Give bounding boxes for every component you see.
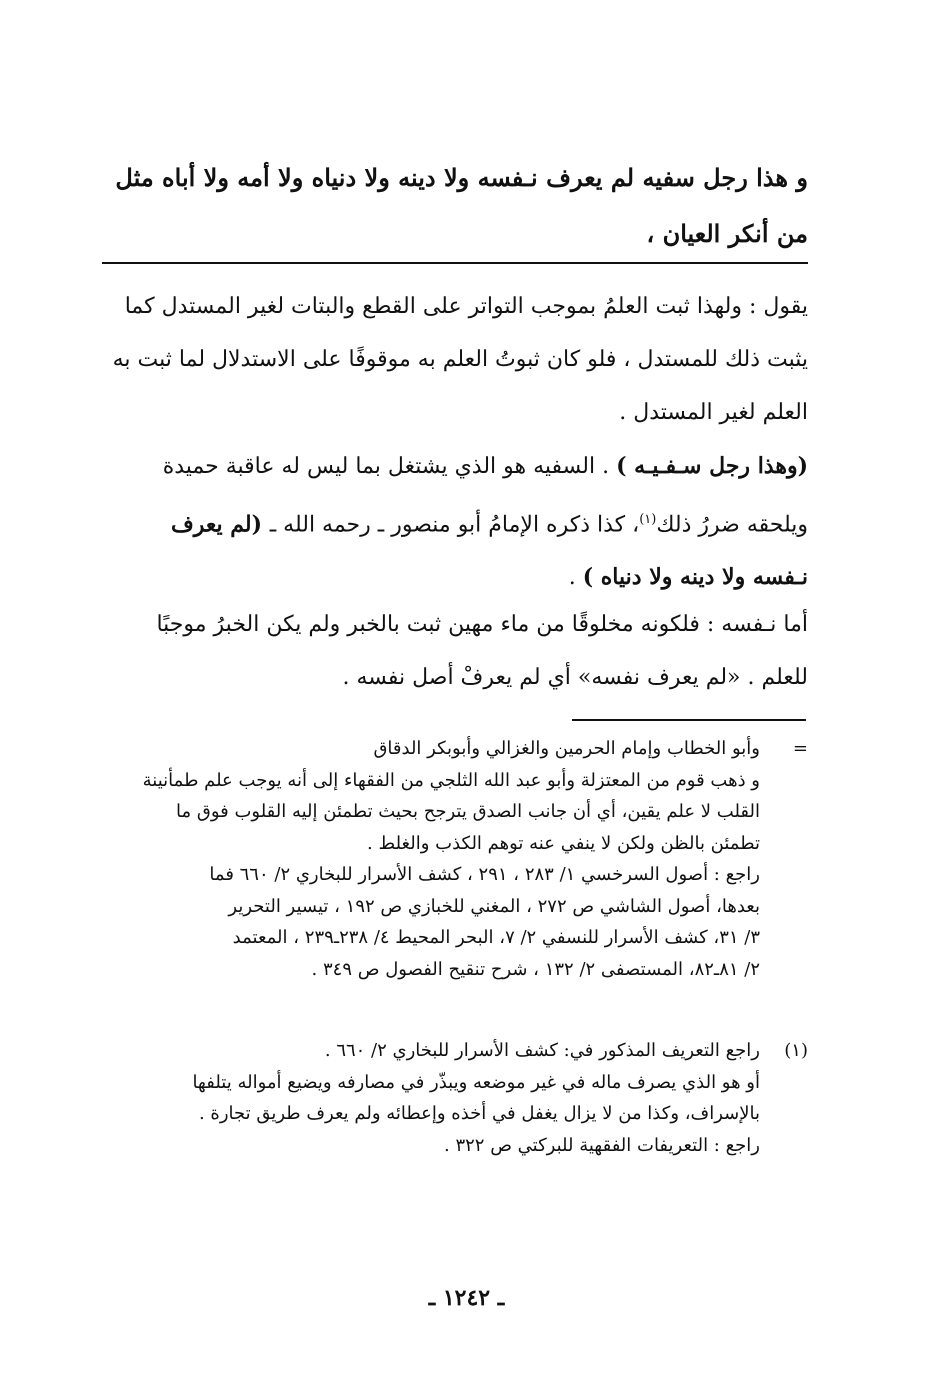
footnote-continuation <box>102 733 808 985</box>
commentary-2-line-3 <box>102 551 808 604</box>
footnote-1 <box>102 1035 808 1161</box>
quoted-matn-phrase: (لم يعرف <box>170 511 270 538</box>
footnotes-separator-rule <box>572 719 806 721</box>
commentary-paragraph-3 <box>102 598 808 704</box>
commentary-1-line-2: يثبت ذلك للمستدل ، فلو كان ثبوتُ العلم به موقوفًا على الاستدلال لما ثبت به <box>112 347 808 372</box>
continuation-marker: = <box>792 738 808 759</box>
footnote-continuation-body <box>102 733 760 985</box>
footnote-1-marker: (١) <box>784 1040 808 1061</box>
footnote-1-row <box>102 1035 808 1161</box>
footnote-line: تطمئن بالظن ولكن لا ينفي عنه توهم الكذب والغلط . <box>367 832 760 854</box>
commentary-1-line-3: العلم لغير المستدل . <box>619 400 808 425</box>
page-number: ـ ١٢٤٢ ـ <box>428 1285 505 1311</box>
footnote-line: راجع : أصول السرخسي ١/ ٢٨٣ ، ٢٩١ ، كشف الأسرار للبخاري ٢/ ٦٦٠ فما <box>209 864 760 885</box>
footnote-1-body <box>102 1035 760 1161</box>
footnote-line: راجع : التعريفات الفقهية للبركتي ص ٣٢٢ . <box>444 1134 760 1156</box>
matn-line-2: من أنكر العيان ، <box>646 219 808 248</box>
footnote-line: ٢/ ٨١ـ٨٢، المستصفى ٢/ ١٣٢ ، شرح تنقيح الفصول ص ٣٤٩ . <box>311 958 760 980</box>
footnote-line: أو هو الذي يصرف ماله في غير موضعه ويبذّر في مصارفه ويضيع أمواله يتلفها <box>192 1071 760 1093</box>
footnote-reference[interactable]: (١) <box>639 512 657 527</box>
footnote-line: ٣/ ٣١، كشف الأسرار للنسفي ٢/ ٧، البحر المحيط ٤/ ٢٣٨ـ٢٣٩ ، المعتمد <box>232 927 760 948</box>
footnote-line: راجع التعريف المذكور في: كشف الأسرار للبخاري ٢/ ٦٦٠ . <box>324 1040 760 1061</box>
quoted-matn-phrase: نـفسه ولا دينه ولا دنياه ) <box>582 564 808 591</box>
commentary-3-line-1: أما نـفسه : فلكونه مخلوقًا من ماء مهين ثبت بالخبر ولم يكن الخبرُ موجبًا <box>156 612 808 637</box>
commentary-3-line-2: للعلم . «لم يعرف نفسه» أي لم يعرفْ أصل نفسه . <box>342 665 808 690</box>
commentary-paragraph-2 <box>102 440 808 604</box>
commentary-paragraph-1 <box>102 280 808 439</box>
commentary-text: . السفيه هو الذي يشتغل بما ليس له عاقبة حميدة <box>162 454 617 479</box>
footnote-line: و ذهب قوم من المعتزلة وأبو عبد الله الثلجي من الفقهاء إلى أنه يوجب علم طمأنينة <box>142 769 760 791</box>
commentary-2-line-1 <box>102 440 808 493</box>
commentary-1-line-1: يقول : ولهذا ثبت العلمُ بموجب التواتر على القطع والبتات لغير المستدل كما <box>124 294 808 319</box>
matn-line-1: و هذا رجل سفيه لم يعرف نـفسه ولا دينه ولا دنياه ولا أمه ولا أباه مثل <box>115 163 808 192</box>
quoted-matn-phrase: (وهذا رجل سـفـيـه ) <box>616 453 808 479</box>
footnote-line: بعدها، أصول الشاشي ص ٢٧٢ ، المغني للخبازي ص ١٩٢ ، تيسير التحرير <box>228 895 760 917</box>
footnote-line: بالإسراف، وكذا من لا يزال يغفل في أخذه وإعطائه ولم يعرف طريق تجارة . <box>198 1103 760 1124</box>
footnote-continuation-row <box>102 733 808 985</box>
commentary-text: ويلحقه ضررُ ذلك <box>656 512 808 538</box>
commentary-2-line-2 <box>102 493 808 551</box>
matn-separator-rule <box>102 262 808 264</box>
footnote-line: وأبو الخطاب وإمام الحرمين والغزالي وأبوبكر الدقاق <box>373 738 760 759</box>
footnote-line: القلب لا علم يقين، أي أن جانب الصدق يترجح بحيث تطمئن إليه القلوب فوق ما <box>176 801 760 822</box>
commentary-text: . <box>568 565 583 591</box>
commentary-text: ، كذا ذكره الإمامُ أبو منصور ـ رحمه الله ـ <box>269 512 640 538</box>
matn-text <box>102 150 808 262</box>
